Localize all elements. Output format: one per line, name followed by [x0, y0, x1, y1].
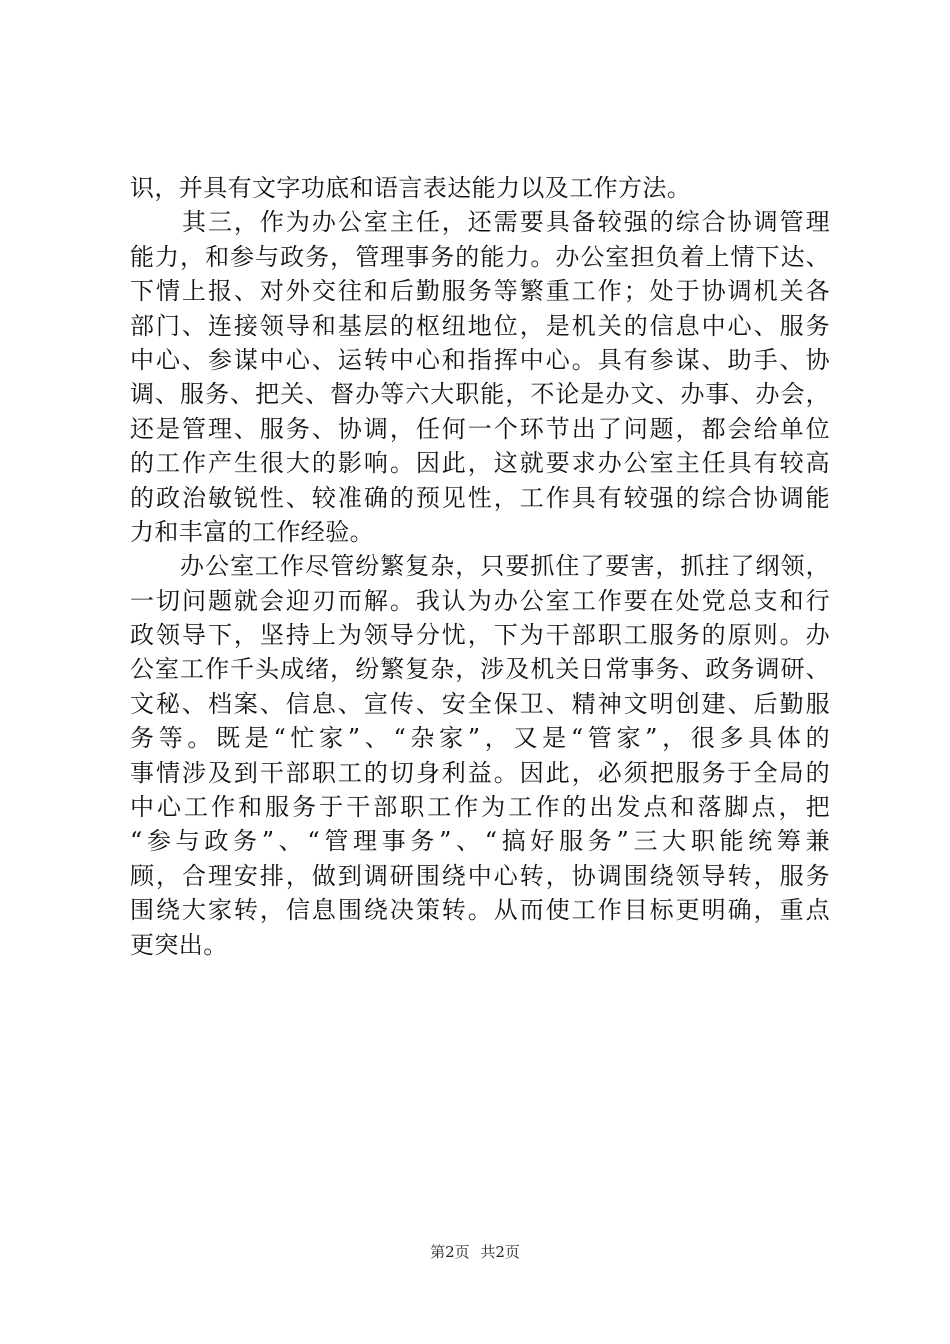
- text-line: 其三，作为办公室主任，还需要具备较强的综合协调管理: [130, 208, 830, 237]
- text-line: 政领导下，坚持上为领导分忧，下为干部职工服务的原则。办: [130, 621, 830, 650]
- text-line: 能力，和参与政务，管理事务的能力。办公室担负着上情下达、: [130, 242, 830, 271]
- text-line: 中心工作和服务于干部职工作为工作的出发点和落脚点，把: [130, 793, 830, 822]
- text-line: 一切问题就会迎刃而解。我认为办公室工作要在处党总支和行: [130, 586, 830, 615]
- text-line: 下情上报、对外交往和后勤服务等繁重工作；处于协调机关各: [130, 277, 830, 306]
- text-line: 力和丰富的工作经验。: [130, 517, 374, 546]
- text-line: 事情涉及到干部职工的切身利益。因此，必须把服务于全局的: [130, 758, 830, 787]
- body-text: [130, 171, 830, 962]
- text-line: 办公室工作尽管纷繁复杂，只要抓住了要害，抓拄了纲领，: [130, 552, 830, 581]
- page-footer: [0, 1242, 950, 1262]
- text-line: 务等。既是“忙家”、“杂家”，又是“管家”，很多具体的: [130, 724, 830, 753]
- page-number: 第2页: [430, 1243, 470, 1261]
- text-line: 顾，合理安排，做到调研围绕中心转，协调围绕领导转，服务: [130, 861, 830, 890]
- text-line: 的政治敏锐性、较准确的预见性，工作具有较强的综合协调能: [130, 483, 830, 512]
- text-line: 还是管理、服务、协调，任何一个环节出了问题，都会给单位: [130, 414, 830, 443]
- text-line: 围绕大家转，信息围绕决策转。从而使工作目标更明确，重点: [130, 896, 830, 925]
- text-line: 识，并具有文字功底和语言表达能力以及工作方法。: [130, 174, 692, 202]
- text-line: 的工作产生很大的影响。因此，这就要求办公室主任具有较高: [130, 449, 830, 478]
- text-line: 部门、连接领导和基层的枢纽地位，是机关的信息中心、服务: [130, 311, 830, 340]
- page-total: 共2页: [480, 1243, 520, 1261]
- text-line: 文秘、档案、信息、宣传、安全保卫、精神文明创建、后勤服: [130, 689, 830, 718]
- text-line: 调、服务、把关、督办等六大职能，不论是办文、办事、办会，: [130, 380, 830, 409]
- text-line: 公室工作千头成绪，纷繁复杂，涉及机关日常事务、政务调研、: [130, 655, 830, 684]
- text-line: 更突出。: [130, 930, 228, 959]
- text-line: “参与政务”、“管理事务”、“搞好服务”三大职能统筹兼: [130, 827, 830, 856]
- text-line: 中心、参谋中心、运转中心和指挥中心。具有参谋、助手、协: [130, 345, 830, 374]
